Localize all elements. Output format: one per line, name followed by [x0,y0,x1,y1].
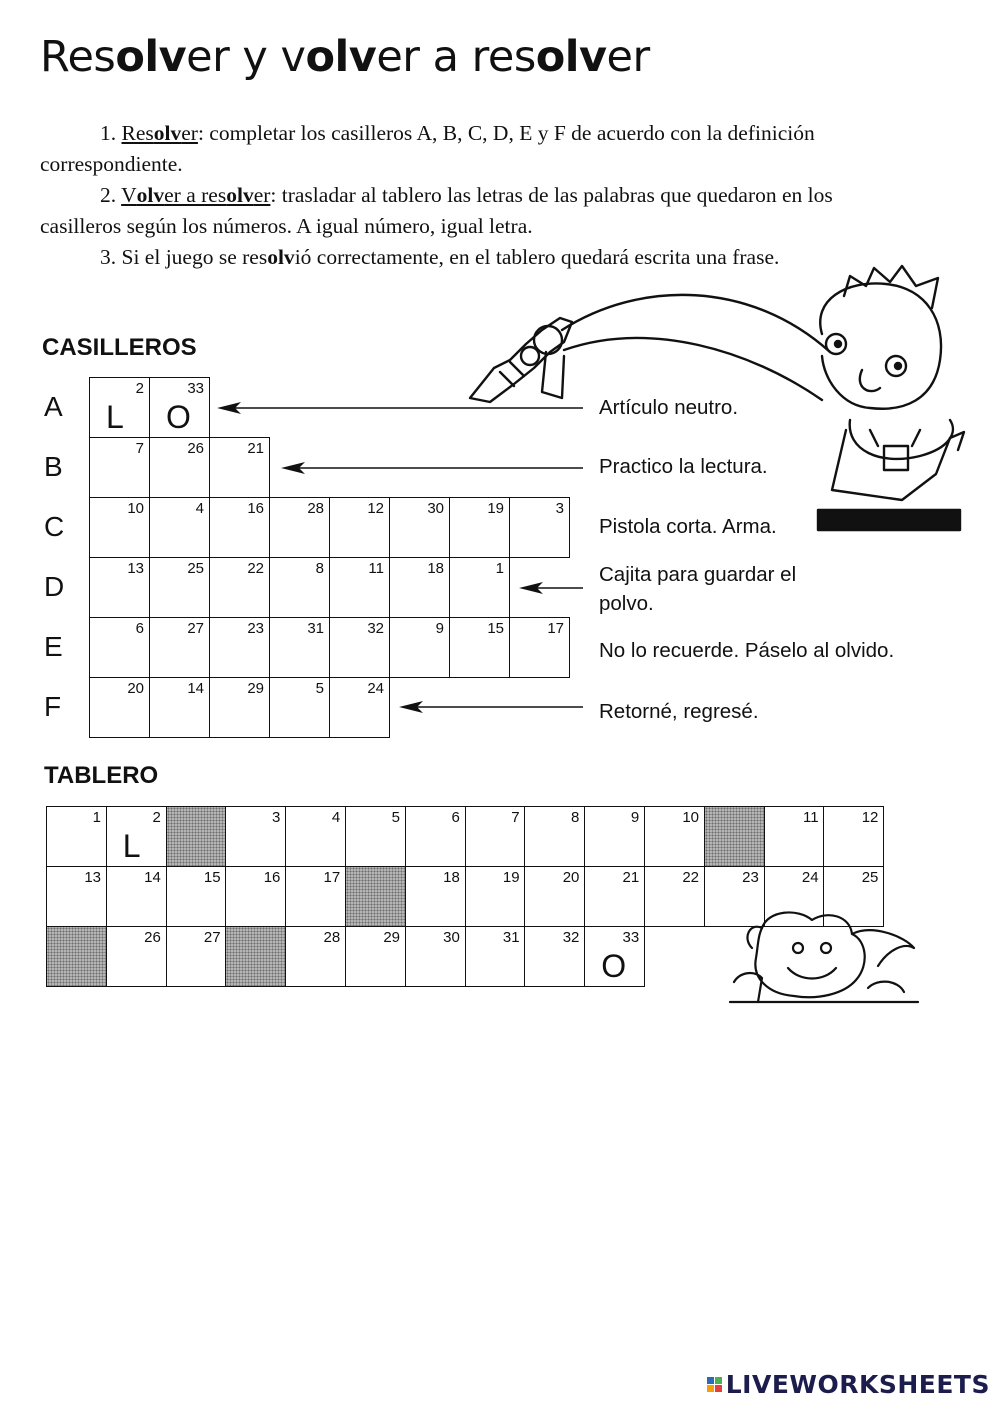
casillero-cell-a[interactable] [149,377,210,438]
cell-number: 3 [555,500,564,517]
tablero-cell[interactable] [764,806,825,867]
tablero-heading: TABLERO [44,762,159,789]
cell-number: 22 [682,869,699,886]
cell-number: 8 [571,809,580,826]
liveworksheets-logo-icon [707,1377,722,1392]
cell-number: 33 [187,380,204,397]
casillero-cell-e[interactable] [449,617,510,678]
cell-number: 21 [247,440,264,457]
clue-f: Retorné, regresé. [599,700,759,723]
casillero-cell-c[interactable] [329,497,390,558]
tablero-cell[interactable] [405,926,466,987]
casillero-cell-d[interactable] [449,557,510,618]
cell-number: 26 [144,929,161,946]
shaded-cell [46,926,107,987]
cell-number: 27 [203,929,221,946]
instructions [40,118,895,273]
casillero-cell-d[interactable] [89,557,150,618]
casillero-cell-b[interactable] [89,437,150,498]
tablero-cell[interactable] [46,866,107,927]
casillero-cell-d[interactable] [269,557,330,618]
casillero-cell-c[interactable] [89,497,150,558]
cell-number: 6 [451,809,460,826]
tablero-cell[interactable] [225,866,286,927]
tablero-cell[interactable] [584,806,645,867]
tablero-cell[interactable] [46,806,107,867]
clue-b: Practico la lectura. [599,455,768,478]
tablero-cell[interactable] [524,806,585,867]
cell-number: 1 [495,560,504,577]
liveworksheets-brand: LIVEWORKSHEETS [725,1370,990,1399]
clue-c: Pistola corta. Arma. [599,515,777,538]
casillero-cell-f[interactable] [329,677,390,738]
arrow-d [517,577,585,599]
casilleros-heading: CASILLEROS [42,334,197,361]
row-letter-f: F [44,691,62,722]
cell-number: 8 [315,560,324,577]
tablero-cell[interactable] [465,866,526,927]
cell-number: 2 [135,380,144,397]
tablero-cell[interactable] [465,806,526,867]
cell-number: 13 [127,560,144,577]
cell-number: 3 [272,809,281,826]
casillero-cell-f[interactable] [89,677,150,738]
cell-number: 6 [135,620,144,637]
cell-number: 30 [443,929,460,946]
cell-number: 31 [307,620,324,637]
tablero-cell[interactable] [405,806,466,867]
cell-letter: L [106,399,124,435]
cell-number: 28 [307,500,324,517]
casillero-cell-c[interactable] [269,497,330,558]
tablero-cell[interactable] [644,866,705,927]
row-letter-d: D [44,571,65,602]
cell-number: 26 [187,440,204,457]
tablero-cell[interactable] [106,926,167,987]
shaded-cell [225,926,286,987]
tablero-cell[interactable] [584,926,645,987]
tablero-cell[interactable] [644,806,705,867]
tablero-cell[interactable] [106,806,167,867]
cell-number: 5 [315,680,324,697]
tablero-cell[interactable] [465,926,526,987]
cell-number: 25 [861,869,879,886]
cell-number: 11 [368,560,384,577]
cell-number: 27 [187,620,204,637]
cell-letter: O [601,948,627,984]
cell-number: 7 [511,809,520,826]
cell-number: 23 [247,620,264,637]
tablero-cell[interactable] [166,866,227,927]
instruction-3: 3. Si el juego se resolvió correctamente, en el tablero quedará escrita una frase. [100,245,780,269]
tablero-cell[interactable] [405,866,466,927]
cell-number: 19 [487,500,504,517]
instruction-1: 1. Resolver: completar los casilleros A, B, C, D, E y F de acuerdo con la definición correspondiente. [40,121,815,176]
clue-e: No lo recuerde. Páselo al olvido. [599,639,895,662]
cell-number: 17 [547,620,564,637]
row-letter-e: E [44,631,63,662]
casillero-cell-d[interactable] [329,557,390,618]
tablero-cell[interactable] [285,866,346,927]
shaded-cell [345,866,406,927]
casillero-cell-d[interactable] [389,557,450,618]
cell-number: 14 [187,680,204,697]
row-letter-c: C [44,511,65,542]
arrow-f [397,696,585,718]
cell-number: 22 [247,560,264,577]
tablero-cell[interactable] [166,926,227,987]
casillero-cell-e[interactable] [89,617,150,678]
row-letter-b: B [44,451,63,482]
cell-number: 29 [247,680,264,697]
cell-letter: O [166,399,191,435]
cell-number: 18 [443,869,460,886]
casillero-cell-f[interactable] [149,677,210,738]
cell-number: 15 [203,869,221,886]
cell-number: 4 [195,500,204,517]
casillero-cell-e[interactable] [149,617,210,678]
casillero-cell-d[interactable] [149,557,210,618]
casillero-cell-e[interactable] [209,617,270,678]
tablero-cell[interactable] [225,806,286,867]
casillero-cell-e[interactable] [389,617,450,678]
cell-number: 5 [391,809,400,826]
cell-number: 12 [367,500,384,517]
cell-number: 23 [742,869,759,886]
casillero-cell-a[interactable] [89,377,150,438]
cell-number: 1 [92,809,101,826]
cell-number: 21 [622,869,640,886]
cell-number: 20 [562,869,580,886]
cell-letter: L [122,828,141,864]
shaded-cell [166,806,227,867]
instruction-2: 2. Volver a resolver: trasladar al tablero las letras de las palabras que quedaron en los casilleros según los números. A igual número, igual letra. [40,183,833,238]
tablero-cell[interactable] [524,866,585,927]
cell-number: 9 [630,809,640,826]
casillero-cell-b[interactable] [149,437,210,498]
cell-number: 15 [487,620,504,637]
casillero-cell-d[interactable] [209,557,270,618]
row-letter-a: A [44,391,63,422]
cell-number: 11 [803,809,819,826]
clue-d: Cajita para guardar el polvo. [599,563,797,615]
cell-number: 12 [861,809,879,826]
cell-number: 18 [427,560,444,577]
casillero-cell-c[interactable] [389,497,450,558]
tablero-cell[interactable] [345,926,406,987]
cell-number: 14 [144,869,161,886]
cell-number: 19 [502,869,520,886]
cell-number: 9 [435,620,444,637]
cell-number: 20 [127,680,144,697]
tablero-cell[interactable] [584,866,645,927]
cell-number: 16 [247,500,264,517]
cell-number: 10 [127,500,144,517]
cell-number: 17 [323,869,341,886]
cell-number: 32 [367,620,384,637]
shaded-cell [704,806,765,867]
casillero-cell-c[interactable] [209,497,270,558]
casillero-cell-e[interactable] [329,617,390,678]
cell-number: 24 [801,869,819,886]
cell-number: 25 [187,560,204,577]
casillero-cell-e[interactable] [269,617,330,678]
cell-number: 16 [263,869,281,886]
cell-number: 10 [682,809,699,826]
cell-number: 30 [427,500,444,517]
page-title: Resolver y volver a resolver [40,32,650,82]
cell-number: 32 [562,929,580,946]
cell-number: 2 [152,809,161,826]
tablero-cell[interactable] [823,806,884,867]
liveworksheets-logo [707,1370,990,1399]
casillero-cell-f[interactable] [209,677,270,738]
cell-number: 29 [383,929,400,946]
cell-number: 4 [331,809,341,826]
tablero-cell[interactable] [345,806,406,867]
tablero-cell[interactable] [524,926,585,987]
cell-number: 31 [502,929,520,946]
cell-number: 24 [367,680,384,697]
tablero-cell[interactable] [285,926,346,987]
tablero-cell[interactable] [285,806,346,867]
cell-number: 28 [323,929,341,946]
scientist-illustration [450,260,970,540]
cell-number: 7 [135,440,144,457]
clue-a: Artículo neutro. [599,396,739,419]
cell-number: 13 [84,869,101,886]
tablero-cell[interactable] [106,866,167,927]
casillero-cell-e[interactable] [509,617,570,678]
cell-number: 33 [622,929,640,946]
casillero-cell-b[interactable] [209,437,270,498]
casillero-cell-c[interactable] [149,497,210,558]
casillero-cell-f[interactable] [269,677,330,738]
dog-illustration [728,908,920,1008]
